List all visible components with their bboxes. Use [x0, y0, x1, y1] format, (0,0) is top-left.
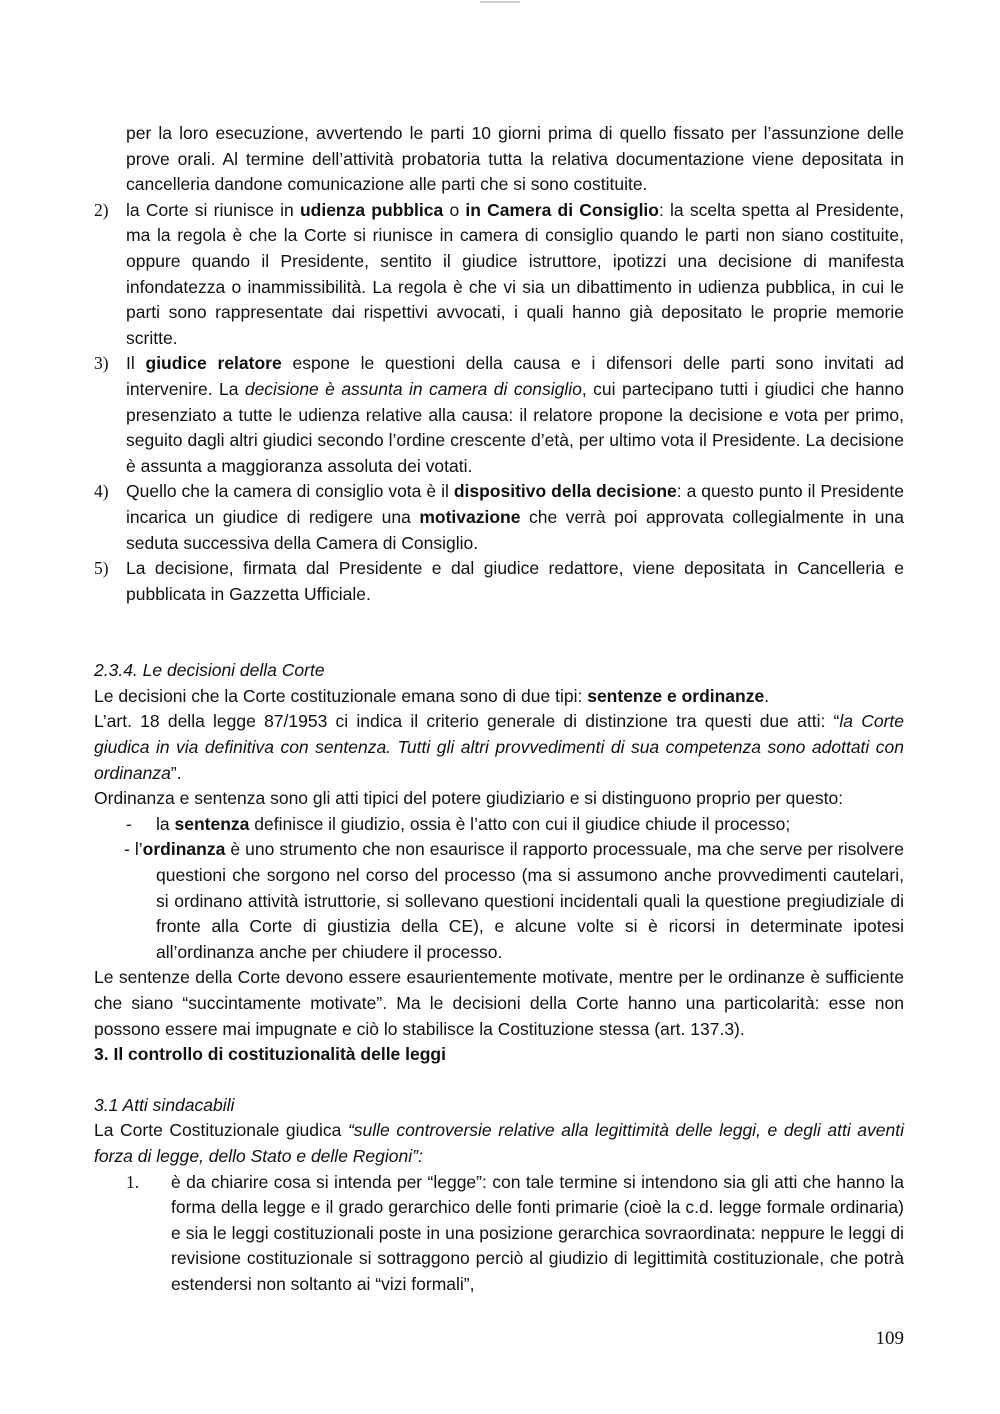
page-number: 109: [875, 1328, 904, 1349]
list-number: 2): [94, 199, 109, 220]
section-heading-3-1: 3.1 Atti sindacabili: [94, 1094, 235, 1115]
list-number: 5): [94, 558, 109, 579]
list-number: 4): [94, 481, 109, 502]
bullet-item: - l’ordinanza è uno strumento che non esaurisce il rapporto processuale, ma che serve per risolvere questioni che sorgono nel corso del processo (ma si assumono anche provvedimenti cautelari, si ordinano attività istruttorie, si sollevano questioni incidentali quali la questione pregiudiziale di fronte alla Corte di giustizia della CE), e alcune volte si è ricorsi in determinate ipotesi all’ordinanza anche per chiudere il processo.: [124, 839, 904, 962]
list-item-2: 2) la Corte si riunisce in udienza pubblica o in Camera di Consiglio: la scelta spetta al Presidente, ma la regola è che la Corte si riunisce in camera di consiglio quando le parti non siano costituite, oppure quando il Presidente, sentito il giudice istruttore, ipotizzi una decisione di manifesta infondatezza o inammissibilità. La regola è che vi sia un dibattimento in udienza pubblica, in cui le parti sono rappresentate dai rispettivi avvocati, i quali hanno già depositato le proprie memorie scritte.: [94, 199, 904, 348]
bullet-item: - la sentenza definisce il giudizio, ossia è l’atto con cui il giudice chiude il processo;: [126, 813, 791, 834]
paragraph: Le sentenze della Corte devono essere esaurientemente motivate, mentre per le ordinanze è sufficiente che siano “succintamente motivate”. Ma le decisioni della Corte hanno una particolarità: esse non possono essere mai impugnate e ciò lo stabilisce la Costituzione stessa (art. 137.3).: [94, 967, 904, 1039]
section-heading-3: 3. Il controllo di costituzionalità delle leggi: [94, 1044, 446, 1065]
list-item-3: 3) Il giudice relatore espone le questioni della causa e i difensori delle parti sono invitati ad intervenire. La decisione è assunta in camera di consiglio, cui partecipano tutti i giudici che hanno presenziato a tutte le udienza relative alla causa: il relatore propone la decisione e vota per primo, seguito dagli altri giudici secondo l’ordine crescente d’età, per ultimo vota il Presidente. La decisione è assunta a maggioranza assoluta dei votati.: [94, 353, 905, 476]
list-item-1: 1. è da chiarire cosa si intenda per “legge”: con tale termine si intendono sia gli atti che hanno la forma della legge e il grado gerarchico delle fonti primarie (cioè la c.d. legge formale ordinaria) e sia le leggi costituzionali poste in una posizione gerarchica sovraordinata: neppure le leggi di revisione costituzionale si sottraggono perciò al giudizio di legittimità costituzionale, che potrà estendersi non soltanto ai “vizi formali”,: [126, 1171, 904, 1294]
list-item-4: 4) Quello che la camera di consiglio vota è il dispositivo della decisione: a questo punto il Presidente incarica un giudice di redigere una motivazione che verrà poi approvata collegialmente in una seduta successiva della Camera di Consiglio.: [94, 481, 905, 553]
section-heading-2-3-4: 2.3.4. Le decisioni della Corte: [94, 660, 325, 681]
header-mark: [480, 0, 520, 4]
list-item-5: 5) La decisione, firmata dal Presidente e dal giudice redattore, viene depositata in Cancelleria e pubblicata in Gazzetta Ufficiale.: [94, 558, 904, 604]
list-number: 1.: [126, 1171, 140, 1192]
list-number: 3): [94, 353, 109, 374]
paragraph: L’art. 18 della legge 87/1953 ci indica il criterio generale di distinzione tra questi due atti: “la Corte giudica in via definitiva con sentenza. Tutti gli altri provvedimenti di sua competenza sono adottati con ordinanza”.: [94, 711, 905, 783]
paragraph: Ordinanza e sentenza sono gli atti tipici del potere giudiziario e si distinguono proprio per questo:: [94, 788, 844, 809]
paragraph: Le decisioni che la Corte costituzionale emana sono di due tipi: sentenze e ordinanze.: [94, 685, 770, 706]
continuation-paragraph: per la loro esecuzione, avvertendo le parti 10 giorni prima di quello fissato per l’assunzione delle prove orali. Al termine dell’attività probatoria tutta la relativa documentazione viene depositata in cancelleria dandone comunicazione alle parti che si sono costituite.: [126, 123, 904, 195]
page-content: [94, 121, 904, 1298]
paragraph: La Corte Costituzionale giudica “sulle controversie relative alla legittimità delle leggi, e degli atti aventi forza di legge, dello Stato e delle Regioni”:: [94, 1120, 904, 1166]
